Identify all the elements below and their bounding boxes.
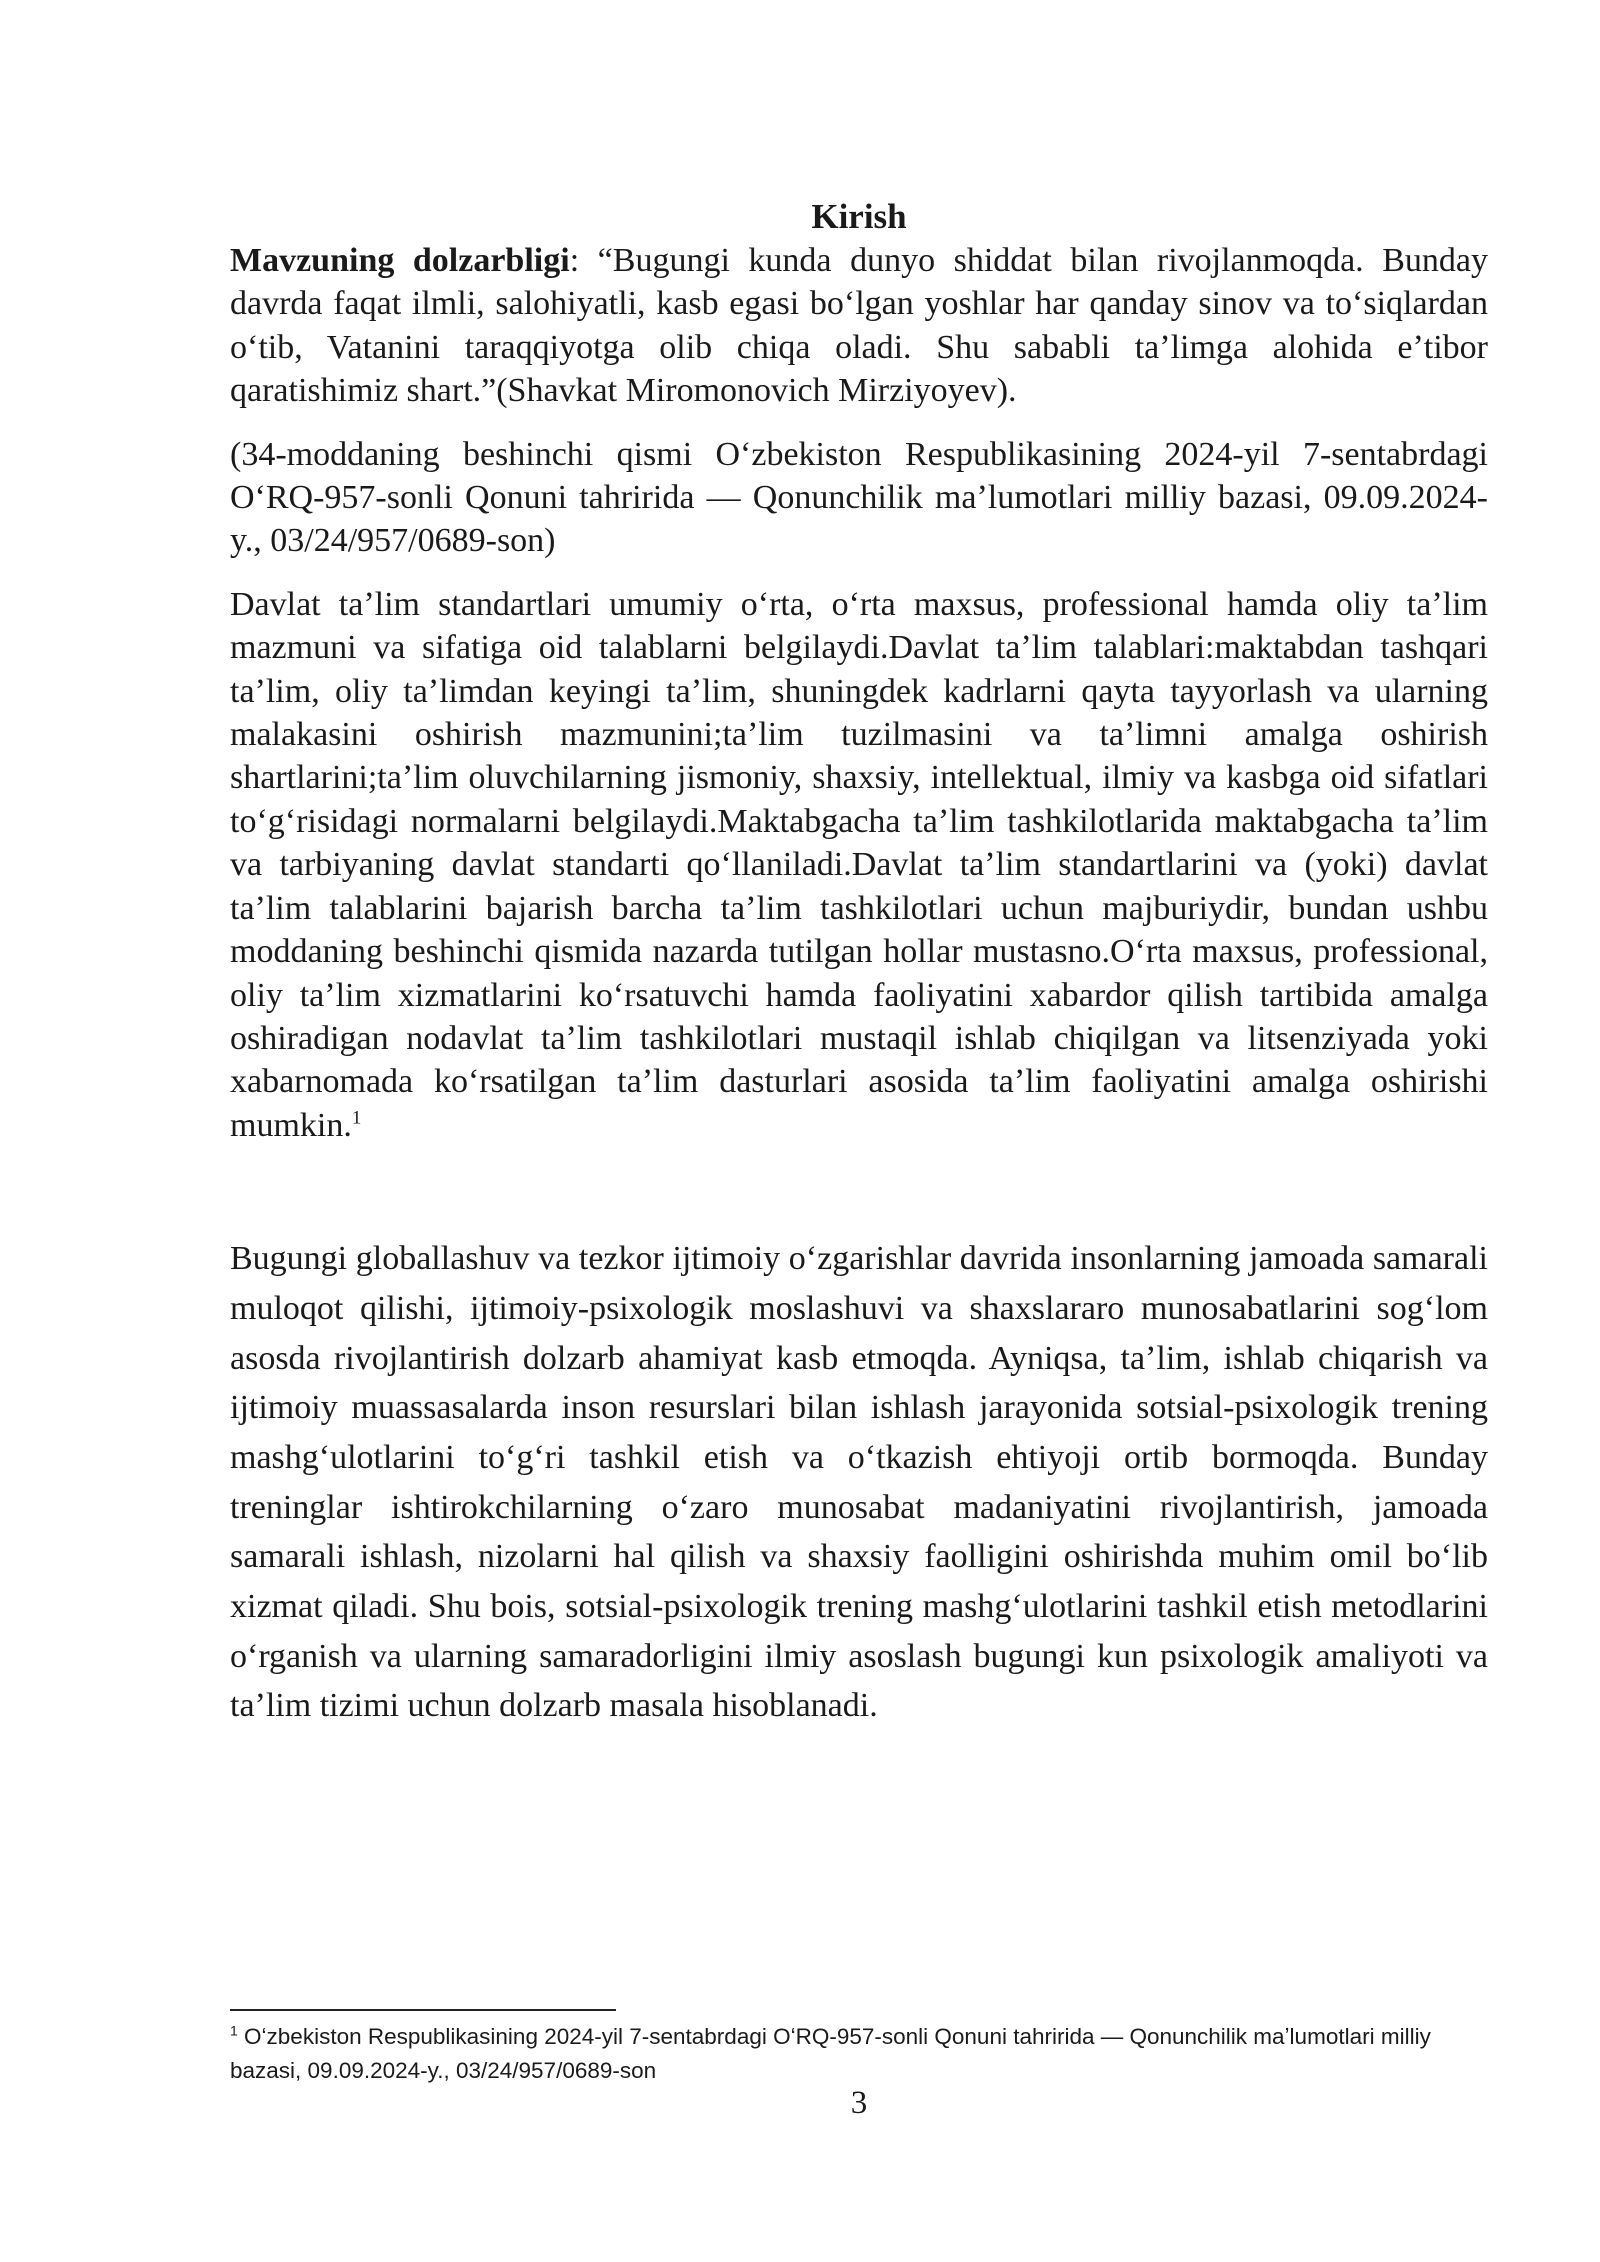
section-heading: Kirish: [811, 197, 907, 236]
paragraph-globalization: Bugungi globallashuv va tezkor ijtimoiy oʻzgarishlar davrida insonlarning jamoada samarali muloqot qilishi, ijtimoiy-psixologik moslashuvi va shaxslararo munosabatlarini sogʻlom asosda rivojlantirish dolzarb ahamiyat kasb etmoqda. Ayniqsa, taʼlim, ishlab chiqarish va ijtimoiy muassasalarda inson resurslari bilan ishlash jarayonida sotsial-psixologik trening mashgʻulotlarini toʻgʻri tashkil etish va oʻtkazish ehtiyoji ortib bormoqda. Bunday treninglar ishtirokchilarning oʻzaro munosabat madaniyatini rivojlantirish, jamoada samarali ishlash, nizolarni hal qilish va shaxsiy faolligini oshirishda muhim omil boʻlib xizmat qiladi. Shu bois, sotsial-psixologik trening mashgʻulotlarini tashkil etish metodlarini oʻrganish va ularning samaradorligini ilmiy asoslash bugungi kun psixologik amaliyoti va taʼlim tizimi uchun dolzarb masala hisoblanadi.: [230, 1240, 1488, 1725]
page-number: 3: [850, 2085, 868, 2121]
footnote-separator: [230, 2009, 616, 2011]
footnote-text: Oʻzbekiston Respublikasining 2024-yil 7-sentabrdagi OʻRQ-957-sonli Qonuni tahririda — Qonunchilik maʼlumotlari milliy bazasi, 09.09.2024-y., 03/24/957/0689-son: [230, 2024, 1431, 2083]
footnote: [230, 2020, 1488, 2088]
footnote-reference[interactable]: 1: [351, 1107, 362, 1129]
standards-text: Davlat taʼlim standartlari umumiy oʻrta, oʻrta maxsus, professional hamda oliy taʼlim mazmuni va sifatiga oid talablarni belgilaydi.Davlat taʼlim talablari:maktabdan tashqari taʼlim, oliy taʼlimdan keyingi taʼlim, shuningdek kadrlarni qayta tayyorlash va ularning malakasini oshirish mazmunini;taʼlim tuzilmasini va taʼlimni amalga oshirish shartlarini;taʼlim oluvchilarning jismoniy, shaxsiy, intellektual, ilmiy va kasbga oid sifatlari toʻgʻrisidagi normalarni belgilaydi.Maktabgacha taʼlim tashkilotlarida maktabgacha taʼlim va tarbiyaning davlat standarti qoʻllaniladi.Davlat taʼlim standartlarini va (yoki) davlat taʼlim talablarini bajarish barcha taʼlim tashkilotlari uchun majburiydir, bundan ushbu moddaning beshinchi qismida nazarda tutilgan hollar mustasno.Oʻrta maxsus, professional, oliy taʼlim xizmatlarini koʻrsatuvchi hamda faoliyatini xabardor qilish tartibida amalga oshiradigan nodavlat taʼlim tashkilotlari mustaqil ishlab chiqilgan va litsenziyada yoki xabarnomada koʻrsatilgan taʼlim dasturlari asosida taʼlim faoliyatini amalga oshirishi mumkin.: [230, 585, 1488, 1144]
paragraph-law-reference: (34-moddaning beshinchi qismi Oʻzbekiston Respublikasining 2024-yil 7-sentabrdagi OʻRQ-957-sonli Qonuni tahririda — Qonunchilik maʼlumotlari milliy bazasi, 09.09.2024-y., 03/24/957/0689-son): [230, 435, 1488, 560]
footnote-marker: 1: [230, 2022, 238, 2039]
relevance-text: : “Bugungi kunda dunyo shiddat bilan rivojlanmoqda. Bunday davrda faqat ilmli, salohiyatli, kasb egasi boʻlgan yoshlar har qanday sinov va toʻsiqlardan oʻtib, Vatanini taraqqiyotga olib chiqa oladi. Shu sababli taʼlimga alohida eʼtibor qaratishimiz shart.”(Shavkat Miromonovich Mirziyoyev).: [230, 242, 1488, 410]
document-page: [230, 195, 1488, 1731]
paragraph-standards: [230, 583, 1488, 1147]
relevance-lead-label: Mavzuning dolzarbligi: [230, 242, 570, 279]
paragraph-relevance: [230, 239, 1488, 413]
